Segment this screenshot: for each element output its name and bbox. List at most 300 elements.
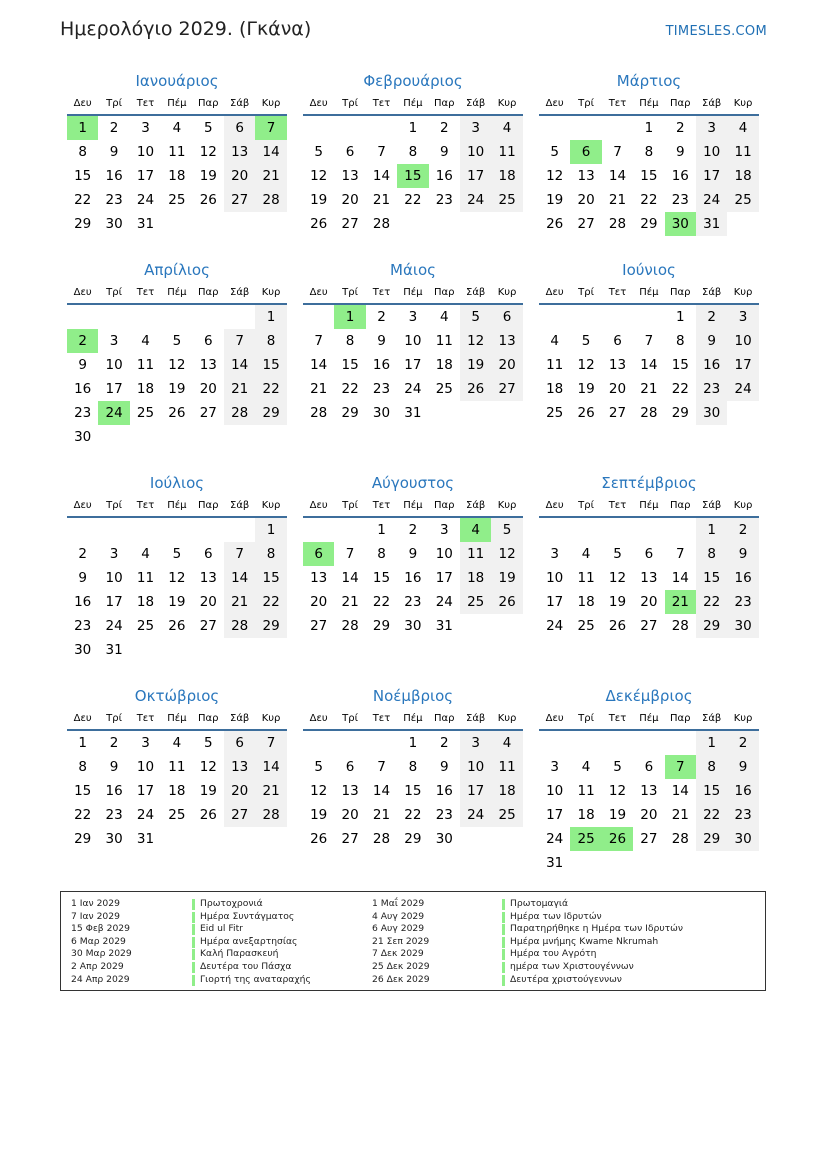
- day-cell: 19: [199, 168, 217, 184]
- day-cell: 28: [608, 216, 627, 232]
- day-cell: 18: [168, 168, 186, 184]
- day-cell: 20: [608, 381, 627, 397]
- day-cell: 4: [581, 759, 591, 775]
- day-cell: 20: [310, 594, 328, 610]
- days-grid: [303, 518, 523, 662]
- legend-holiday-name: Καλή Παρασκευή: [192, 948, 311, 961]
- day-cell: 21: [224, 377, 255, 401]
- day-cell: 28: [640, 405, 658, 421]
- day-cell: 12: [310, 168, 328, 184]
- weekday-label: Παρ: [670, 713, 691, 724]
- day-cell: 20: [224, 164, 255, 188]
- day-cell: 17: [546, 594, 564, 610]
- day-cell: 17: [460, 164, 491, 188]
- day-cell: 5: [203, 120, 213, 136]
- day-cell: 17: [105, 594, 123, 610]
- month-calendar: [303, 472, 523, 662]
- day-cell: 19: [608, 807, 627, 823]
- month-calendar: [67, 472, 287, 662]
- day-cell: 6: [345, 144, 355, 160]
- month-calendar: [67, 259, 287, 449]
- day-cell: 15: [341, 357, 359, 373]
- day-cell: 21: [665, 590, 696, 614]
- weekday-label: Τετ: [136, 500, 155, 511]
- day-cell: 24: [404, 381, 422, 397]
- page-title: Ημερολόγιο 2029. (Γκάνα): [60, 18, 312, 40]
- day-cell: 16: [671, 168, 689, 184]
- day-cell: 19: [310, 807, 328, 823]
- legend-holiday-name: Ημέρα των Ιδρυτών: [502, 911, 683, 924]
- day-cell: 29: [255, 614, 286, 638]
- day-cell: 8: [408, 759, 418, 775]
- weekday-label: Κυρ: [733, 500, 753, 511]
- day-cell: 22: [255, 590, 286, 614]
- day-cell: 20: [491, 353, 522, 377]
- day-cell: 16: [727, 566, 758, 590]
- legend-holiday-name: Ημέρα μνήμης Kwame Nkrumah: [502, 936, 683, 949]
- day-cell: 29: [640, 216, 658, 232]
- legend-dates-2: [372, 898, 430, 986]
- day-cell: 18: [136, 381, 155, 397]
- days-grid: [539, 518, 759, 662]
- day-cell: 4: [550, 333, 559, 349]
- day-cell: 7: [377, 759, 386, 775]
- month-name: Ιούλιος: [149, 474, 205, 492]
- day-cell: 12: [491, 542, 522, 566]
- day-cell: 7: [224, 542, 255, 566]
- day-cell: 10: [546, 783, 564, 799]
- days-grid: [303, 731, 523, 875]
- days-grid: [303, 116, 523, 260]
- weekday-label: Παρ: [670, 500, 691, 511]
- day-cell: 20: [577, 192, 595, 208]
- weekday-header: [67, 707, 287, 731]
- day-cell: 28: [255, 803, 286, 827]
- brand-link[interactable]: TIMESLES.COM: [665, 24, 767, 39]
- day-cell: 29: [74, 831, 92, 847]
- day-cell: 11: [546, 357, 564, 373]
- weekday-label: Κυρ: [261, 98, 281, 109]
- day-cell: 22: [74, 192, 92, 208]
- month-name: Οκτώβριος: [134, 687, 220, 705]
- day-cell: 5: [613, 759, 622, 775]
- day-cell: 26: [460, 377, 491, 401]
- day-cell: 1: [255, 518, 286, 542]
- day-cell: 3: [141, 120, 150, 136]
- day-cell: 21: [608, 192, 627, 208]
- day-cell: 28: [224, 614, 255, 638]
- legend-date: 6 Μαρ 2029: [71, 935, 126, 947]
- day-cell: 29: [372, 618, 391, 634]
- day-cell: 27: [640, 618, 658, 634]
- legend-date: 21 Σεπ 2029: [372, 935, 430, 947]
- day-cell: 14: [341, 570, 359, 586]
- legend-date: 2 Απρ 2029: [71, 960, 124, 972]
- day-cell: 31: [105, 642, 123, 658]
- day-cell: 10: [696, 140, 727, 164]
- day-cell: 3: [460, 731, 491, 755]
- day-cell: 1: [696, 731, 727, 755]
- day-cell: 21: [310, 381, 328, 397]
- day-cell: 22: [74, 807, 92, 823]
- days-grid: [303, 305, 523, 449]
- month-name: Σεπτέμβριος: [601, 474, 697, 492]
- weekday-label: Κυρ: [497, 287, 517, 298]
- weekday-label: Τετ: [136, 287, 155, 298]
- day-cell: 10: [105, 357, 123, 373]
- day-cell: 28: [255, 188, 286, 212]
- day-cell: 14: [310, 357, 328, 373]
- day-cell: 13: [199, 570, 217, 586]
- day-cell: 15: [255, 353, 286, 377]
- day-cell: 8: [696, 542, 727, 566]
- month-calendar: [67, 70, 287, 260]
- day-cell: 24: [727, 377, 758, 401]
- day-cell: 26: [602, 827, 633, 851]
- weekday-label: Πέμ: [167, 713, 187, 724]
- day-cell: 23: [404, 594, 422, 610]
- day-cell: 4: [491, 731, 522, 755]
- day-cell: 3: [696, 116, 727, 140]
- holiday-legend: [60, 891, 766, 991]
- day-cell: 17: [727, 353, 758, 377]
- day-cell: 3: [408, 309, 418, 325]
- day-cell: 16: [105, 783, 123, 799]
- day-cell: 20: [199, 594, 217, 610]
- day-cell: 1: [67, 116, 98, 140]
- day-cell: 28: [671, 618, 689, 634]
- weekday-header: [303, 281, 523, 305]
- day-cell: 11: [435, 333, 453, 349]
- weekday-label: Τετ: [372, 287, 391, 298]
- day-cell: 21: [341, 594, 359, 610]
- weekday-label: Παρ: [198, 713, 219, 724]
- weekday-label: Τρί: [106, 287, 122, 298]
- days-grid: [539, 305, 759, 449]
- day-cell: 6: [491, 305, 522, 329]
- day-cell: 30: [727, 614, 758, 638]
- day-cell: 8: [78, 759, 87, 775]
- day-cell: 2: [408, 522, 418, 538]
- day-cell: 21: [255, 779, 286, 803]
- day-cell: 29: [696, 827, 727, 851]
- day-cell: 15: [671, 357, 689, 373]
- legend-dates-1: [71, 898, 132, 986]
- day-cell: 7: [675, 546, 685, 562]
- day-cell: 22: [640, 192, 658, 208]
- weekday-label: Κυρ: [733, 98, 753, 109]
- weekday-label: Παρ: [670, 287, 691, 298]
- day-cell: 14: [608, 168, 627, 184]
- day-cell: 2: [675, 120, 685, 136]
- day-cell: 28: [372, 216, 391, 232]
- day-cell: 24: [435, 594, 453, 610]
- day-cell: 15: [640, 168, 658, 184]
- day-cell: 5: [314, 759, 323, 775]
- month-calendar: [303, 259, 523, 449]
- day-cell: 9: [78, 357, 87, 373]
- day-cell: 26: [608, 618, 627, 634]
- day-cell: 5: [314, 144, 323, 160]
- month-calendar: [539, 70, 759, 260]
- weekday-label: Δευ: [545, 287, 564, 298]
- day-cell: 30: [105, 831, 123, 847]
- day-cell: 30: [727, 827, 758, 851]
- weekday-label: Σάβ: [230, 500, 250, 511]
- day-cell: 11: [460, 542, 491, 566]
- day-cell: 13: [341, 168, 359, 184]
- day-cell: 30: [105, 216, 123, 232]
- day-cell: 15: [404, 783, 422, 799]
- month-name: Νοέμβριος: [372, 687, 454, 705]
- month-name: Μάρτιος: [616, 72, 682, 90]
- weekday-label: Σάβ: [230, 713, 250, 724]
- day-cell: 14: [671, 570, 689, 586]
- day-cell: 8: [675, 333, 685, 349]
- weekday-label: Κυρ: [733, 713, 753, 724]
- day-cell: 14: [224, 353, 255, 377]
- day-cell: 13: [577, 168, 595, 184]
- day-cell: 27: [608, 405, 627, 421]
- day-cell: 1: [408, 120, 418, 136]
- day-cell: 26: [168, 618, 186, 634]
- weekday-label: Πέμ: [639, 98, 659, 109]
- legend-date: 1 Ιαν 2029: [71, 898, 120, 909]
- day-cell: 7: [255, 731, 286, 755]
- day-cell: 7: [255, 116, 286, 140]
- day-cell: 8: [377, 546, 386, 562]
- day-cell: 30: [74, 429, 92, 445]
- day-cell: 6: [224, 116, 255, 140]
- day-cell: 31: [404, 405, 422, 421]
- weekday-header: [539, 281, 759, 305]
- day-cell: 25: [491, 803, 522, 827]
- month-name: Φεβρουάριος: [363, 72, 463, 90]
- weekday-header: [539, 494, 759, 518]
- day-cell: 15: [255, 566, 286, 590]
- day-cell: 26: [310, 831, 328, 847]
- day-cell: 13: [224, 140, 255, 164]
- weekday-label: Παρ: [434, 98, 455, 109]
- day-cell: 17: [136, 168, 155, 184]
- legend-holiday-name: Δευτέρα του Πάσχα: [192, 961, 311, 974]
- day-cell: 9: [727, 755, 758, 779]
- day-cell: 5: [172, 333, 182, 349]
- days-grid: [539, 116, 759, 260]
- day-cell: 1: [408, 735, 418, 751]
- legend-holiday-name: Ημέρα Συντάγματος: [192, 911, 311, 924]
- day-cell: 8: [408, 144, 418, 160]
- weekday-header: [67, 494, 287, 518]
- day-cell: 20: [640, 594, 658, 610]
- day-cell: 25: [546, 405, 564, 421]
- day-cell: 25: [168, 807, 186, 823]
- day-cell: 26: [199, 192, 217, 208]
- day-cell: 19: [546, 192, 564, 208]
- days-grid: [67, 305, 287, 449]
- day-cell: 10: [460, 140, 491, 164]
- day-cell: 27: [577, 216, 595, 232]
- legend-holiday-name: Πρωτομαγιά: [502, 898, 683, 911]
- day-cell: 10: [727, 329, 758, 353]
- weekday-label: Κυρ: [497, 98, 517, 109]
- day-cell: 15: [397, 164, 428, 188]
- month-name: Ιανουάριος: [135, 72, 219, 90]
- day-cell: 18: [491, 779, 522, 803]
- day-cell: 22: [671, 381, 689, 397]
- day-cell: 26: [168, 405, 186, 421]
- day-cell: 20: [640, 807, 658, 823]
- day-cell: 14: [640, 357, 658, 373]
- weekday-label: Τρί: [106, 500, 122, 511]
- day-cell: 22: [696, 803, 727, 827]
- day-cell: 16: [435, 168, 453, 184]
- day-cell: 28: [224, 401, 255, 425]
- weekday-label: Τετ: [372, 713, 391, 724]
- weekday-header: [539, 707, 759, 731]
- day-cell: 21: [372, 192, 391, 208]
- day-cell: 5: [550, 144, 559, 160]
- day-cell: 3: [460, 116, 491, 140]
- weekday-label: Πέμ: [403, 713, 423, 724]
- day-cell: 3: [550, 546, 559, 562]
- weekday-header: [67, 92, 287, 116]
- day-cell: 26: [546, 216, 564, 232]
- legend-names-2: [502, 898, 683, 986]
- weekday-label: Πέμ: [167, 98, 187, 109]
- day-cell: 15: [74, 783, 92, 799]
- day-cell: 18: [491, 164, 522, 188]
- weekday-label: Τετ: [608, 98, 627, 109]
- weekday-label: Δευ: [73, 287, 92, 298]
- weekday-header: [303, 707, 523, 731]
- day-cell: 9: [675, 144, 685, 160]
- weekday-label: Δευ: [73, 713, 92, 724]
- day-cell: 16: [372, 357, 391, 373]
- day-cell: 7: [224, 329, 255, 353]
- day-cell: 5: [491, 518, 522, 542]
- day-cell: 29: [671, 405, 689, 421]
- weekday-label: Τρί: [342, 713, 358, 724]
- day-cell: 2: [727, 518, 758, 542]
- day-cell: 6: [203, 546, 213, 562]
- day-cell: 28: [341, 618, 359, 634]
- weekday-label: Παρ: [434, 713, 455, 724]
- day-cell: 5: [172, 546, 182, 562]
- day-cell: 20: [199, 381, 217, 397]
- day-cell: 10: [435, 546, 453, 562]
- day-cell: 27: [341, 831, 359, 847]
- day-cell: 18: [577, 594, 595, 610]
- day-cell: 11: [491, 755, 522, 779]
- day-cell: 19: [577, 381, 595, 397]
- month-calendar: [303, 70, 523, 260]
- legend-holiday-name: ημέρα των Χριστουγέννων: [502, 961, 683, 974]
- day-cell: 10: [136, 144, 155, 160]
- day-cell: 8: [255, 329, 286, 353]
- legend-date: 30 Μαρ 2029: [71, 948, 132, 960]
- weekday-label: Τετ: [608, 287, 627, 298]
- day-cell: 25: [577, 618, 595, 634]
- day-cell: 2: [377, 309, 386, 325]
- weekday-label: Τετ: [136, 98, 155, 109]
- day-cell: 25: [136, 405, 155, 421]
- day-cell: 16: [727, 779, 758, 803]
- legend-date: 26 Δεκ 2029: [372, 973, 430, 985]
- day-cell: 15: [696, 779, 727, 803]
- day-cell: 20: [341, 192, 359, 208]
- day-cell: 24: [98, 401, 129, 425]
- weekday-label: Τρί: [106, 98, 122, 109]
- day-cell: 24: [460, 188, 491, 212]
- day-cell: 1: [696, 518, 727, 542]
- day-cell: 1: [255, 305, 286, 329]
- day-cell: 11: [727, 140, 758, 164]
- legend-holiday-name: Δευτέρα χριστούγεννων: [502, 974, 683, 987]
- weekday-label: Σάβ: [230, 98, 250, 109]
- day-cell: 30: [372, 405, 391, 421]
- day-cell: 4: [141, 333, 150, 349]
- day-cell: 23: [727, 803, 758, 827]
- day-cell: 6: [613, 333, 622, 349]
- day-cell: 17: [136, 783, 155, 799]
- weekday-label: Δευ: [545, 98, 564, 109]
- day-cell: 8: [644, 144, 654, 160]
- weekday-label: Δευ: [309, 713, 328, 724]
- weekday-label: Δευ: [309, 98, 328, 109]
- day-cell: 3: [550, 759, 559, 775]
- weekday-label: Τρί: [578, 98, 594, 109]
- day-cell: 10: [136, 759, 155, 775]
- day-cell: 11: [136, 570, 155, 586]
- weekday-label: Τρί: [578, 713, 594, 724]
- day-cell: 7: [665, 755, 696, 779]
- day-cell: 5: [203, 735, 213, 751]
- day-cell: 11: [136, 357, 155, 373]
- day-cell: 2: [696, 305, 727, 329]
- day-cell: 23: [74, 405, 92, 421]
- day-cell: 11: [168, 144, 186, 160]
- day-cell: 4: [581, 546, 591, 562]
- day-cell: 19: [310, 192, 328, 208]
- day-cell: 23: [696, 377, 727, 401]
- month-name: Απρίλιος: [144, 261, 210, 279]
- day-cell: 6: [570, 140, 601, 164]
- day-cell: 26: [491, 590, 522, 614]
- day-cell: 17: [546, 807, 564, 823]
- day-cell: 13: [640, 570, 658, 586]
- day-cell: 16: [435, 783, 453, 799]
- day-cell: 24: [105, 618, 123, 634]
- day-cell: 10: [546, 570, 564, 586]
- day-cell: 25: [570, 827, 601, 851]
- day-cell: 16: [105, 168, 123, 184]
- day-cell: 6: [303, 542, 334, 566]
- day-cell: 29: [255, 401, 286, 425]
- weekday-label: Κυρ: [497, 500, 517, 511]
- day-cell: 10: [105, 570, 123, 586]
- weekday-label: Σάβ: [702, 98, 722, 109]
- weekday-label: Τρί: [342, 98, 358, 109]
- day-cell: 28: [372, 831, 391, 847]
- days-grid: [539, 731, 759, 875]
- day-cell: 27: [199, 618, 217, 634]
- day-cell: 22: [372, 594, 391, 610]
- day-cell: 7: [613, 144, 622, 160]
- day-cell: 31: [696, 212, 727, 236]
- day-cell: 19: [491, 566, 522, 590]
- day-cell: 21: [640, 381, 658, 397]
